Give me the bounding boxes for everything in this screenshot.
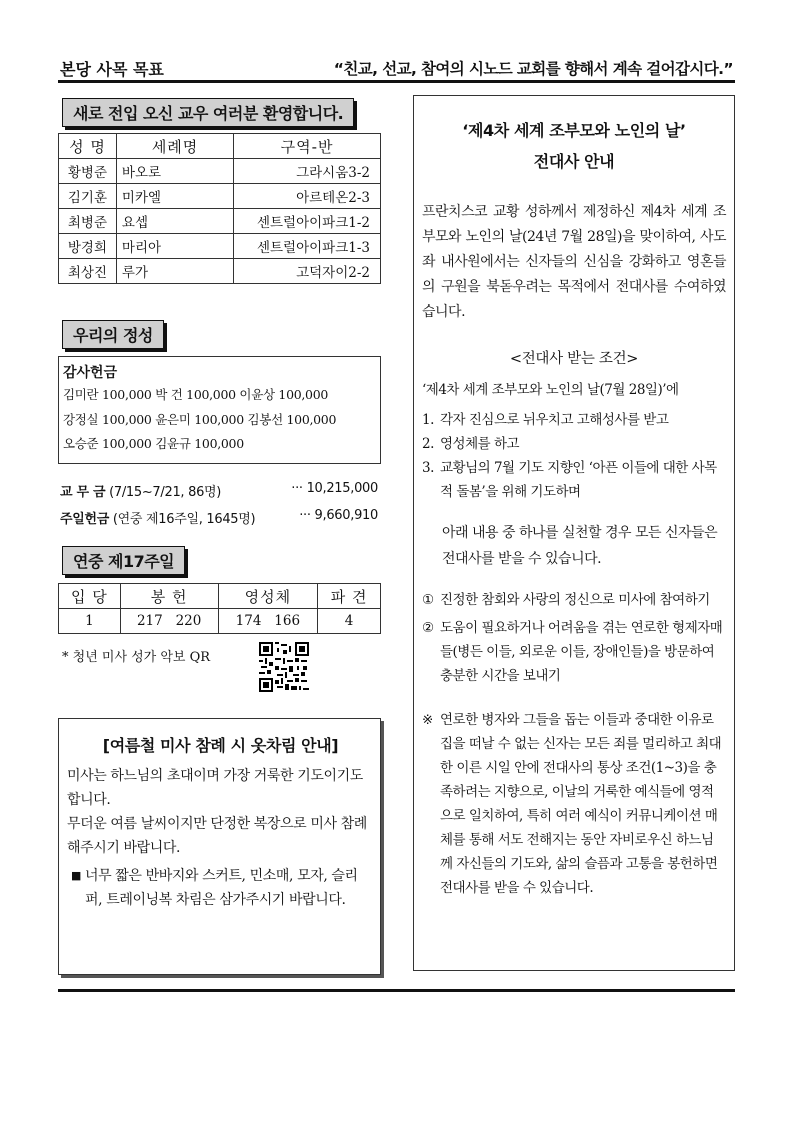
table-row <box>59 609 381 634</box>
header-motto: “친교, 선교, 참여의 시노드 교회를 향해서 계속 걸어갑시다.” <box>333 60 733 78</box>
qr-code-icon[interactable] <box>259 642 309 692</box>
table-row <box>59 209 381 234</box>
tithe-detail: (7/15~7/21, 86명) <box>109 485 222 500</box>
conditions-title: <전대사 받는 조건> <box>509 351 639 367</box>
baptism-name: 마리아 <box>116 234 233 259</box>
option-text: 도움이 필요하거나 어려움을 겪는 연로한 형제자매들(병든 이들, 외로운 이들, 장애인들)을 방문하여 충분한 시간을 보내기 <box>440 620 723 684</box>
header-divider <box>58 80 735 83</box>
dress-code-paragraph: 미사는 하느님의 초대이며 가장 거룩한 기도이기도 합니다. <box>67 768 363 808</box>
table-row <box>59 234 381 259</box>
remark-text: 연로한 병자와 그들을 돕는 이들과 중대한 이유로 집을 떠날 수 없는 신자는 모든 죄를 멀리하고 최대한 이른 시일 안에 전대사의 통상 조건(1~3)을 충족하려는 지향으로, 이날의 거룩한 예식들에 영적으로 일치하여, 특히 여러 예식이 커뮤니케이션 매체를 통해 서도 전해지는 동안 자비로우신 하느님께 자신들의 기도와, 삶의 슬픔과 고통을 봉헌하면 전대사를 받을 수 있습니다. <box>440 712 722 896</box>
column-header-communion: 영성체 <box>218 584 318 609</box>
stats-header-row <box>59 584 381 609</box>
table-row <box>59 184 381 209</box>
welcome-table <box>58 133 381 284</box>
column-header-offertory: 봉 헌 <box>120 584 218 609</box>
column-header-baptism: 세례명 <box>116 134 233 159</box>
condition-item <box>422 432 726 456</box>
condition-number: 2. <box>422 436 434 452</box>
district: 아르테온2-3 <box>234 184 381 209</box>
dress-code-bullet-text: 너무 짧은 반바지와 스커트, 민소매, 모자, 슬리퍼, 트레이닝복 차림은 삼가주시기 바랍니다. <box>85 868 358 908</box>
condition-text: 영성체를 하고 <box>440 436 520 452</box>
communion-hymn: 174 166 <box>218 609 318 634</box>
welcome-header-row <box>59 134 381 159</box>
thanks-row: 강정실 100,000 윤은미 100,000 김봉선 100,000 <box>63 411 337 427</box>
thanks-row: 오승준 100,000 김윤규 100,000 <box>63 436 244 451</box>
member-name: 최병준 <box>59 209 117 234</box>
dress-code-bullet <box>67 864 374 912</box>
district: 고덕자이2-2 <box>234 259 381 284</box>
baptism-name: 미카엘 <box>116 184 233 209</box>
option-text: 진정한 참회와 사랑의 정신으로 미사에 참여하기 <box>440 592 710 608</box>
district: 센트럴아이파크1-3 <box>234 234 381 259</box>
dress-code-box <box>58 718 381 975</box>
member-name: 김기훈 <box>59 184 117 209</box>
indulgence-title: ‘제4차 세계 조부모와 노인의 날’ <box>462 121 686 140</box>
baptism-name: 요셉 <box>116 209 233 234</box>
entrance-hymn: 1 <box>59 609 121 634</box>
remark-mark: ※ <box>422 712 433 728</box>
member-name: 황병준 <box>59 159 117 184</box>
indulgence-subtitle: 전대사 안내 <box>533 152 615 171</box>
condition-text: 교황님의 7월 기도 지향인 ‘아픈 이들에 대한 사목적 돌봄’을 위해 기도하며 <box>440 460 717 500</box>
conditions-lead: ‘제4차 세계 조부모와 노인의 날(7월 28일)’에 <box>422 382 679 398</box>
district: 그라시움3-2 <box>234 159 381 184</box>
district: 센트럴아이파크1-2 <box>234 209 381 234</box>
condition-text: 각자 진심으로 뉘우치고 고해성사를 받고 <box>440 412 669 428</box>
option-item <box>422 616 726 688</box>
sunday-offering-amount: ··· 9,660,910 <box>299 508 378 523</box>
condition-item <box>422 456 726 504</box>
option-item <box>422 588 726 612</box>
sunday-offering-total <box>60 508 380 527</box>
thanks-offering-box <box>58 356 381 464</box>
option-number: ② <box>422 620 434 636</box>
indulgence-remark <box>422 708 726 900</box>
tithe-total <box>60 481 380 500</box>
mass-stats-table <box>58 583 381 634</box>
week-section-title: 연중 제17주일 <box>62 546 185 575</box>
condition-item <box>422 408 726 432</box>
offering-section-title: 우리의 정성 <box>62 320 164 349</box>
sunday-offering-label: 주일헌금 <box>60 512 110 527</box>
option-number: ① <box>422 592 434 608</box>
header-left-title: 본당 사목 목표 <box>60 60 164 79</box>
member-name: 방경희 <box>59 234 117 259</box>
table-row <box>59 259 381 284</box>
column-header-entrance: 입 당 <box>59 584 121 609</box>
thanks-row: 김미란 100,000 박 건 100,000 이윤상 100,000 <box>63 387 329 402</box>
tithe-label: 교 무 금 <box>60 485 106 500</box>
conditions-middle-text: 아래 내용 중 하나를 실천할 경우 모든 신자들은 전대사를 받을 수 있습니다. <box>442 525 718 567</box>
tithe-amount: ··· 10,215,000 <box>291 481 378 496</box>
dress-code-paragraph: 무더운 여름 날씨이지만 단정한 복장으로 미사 참례 해주시기 바랍니다. <box>67 816 367 856</box>
condition-number: 3. <box>422 460 434 476</box>
dismissal-hymn: 4 <box>318 609 381 634</box>
baptism-name: 바오로 <box>116 159 233 184</box>
column-header-name: 성 명 <box>59 134 117 159</box>
indulgence-box <box>413 95 735 971</box>
welcome-section-title: 새로 전입 오신 교우 여러분 환영합니다. <box>62 98 354 127</box>
youth-mass-qr-note: * 청년 미사 성가 악보 QR <box>62 650 211 665</box>
dress-code-title: [여름철 미사 참례 시 옷차림 안내] <box>102 736 339 755</box>
sunday-offering-detail: (연중 제16주일, 1645명) <box>112 512 256 527</box>
baptism-name: 루가 <box>116 259 233 284</box>
square-bullet-icon: ■ <box>71 869 82 882</box>
indulgence-intro: 프란치스코 교황 성하께서 제정하신 제4차 세계 조부모와 노인의 날(24년 7월 28일)을 맞이하여, 사도좌 내사원에서는 신자들의 신심을 강화하고 영혼들의 구원을 북돋우려는 목적에서 전대사를 수여하였습니다. <box>422 204 726 320</box>
condition-number: 1. <box>422 412 434 428</box>
member-name: 최상진 <box>59 259 117 284</box>
column-header-dismissal: 파 견 <box>318 584 381 609</box>
column-header-district: 구역-반 <box>234 134 381 159</box>
thanks-offering-title: 감사헌금 <box>63 365 118 381</box>
footer-divider <box>58 989 735 992</box>
offertory-hymn: 217 220 <box>120 609 218 634</box>
table-row <box>59 159 381 184</box>
